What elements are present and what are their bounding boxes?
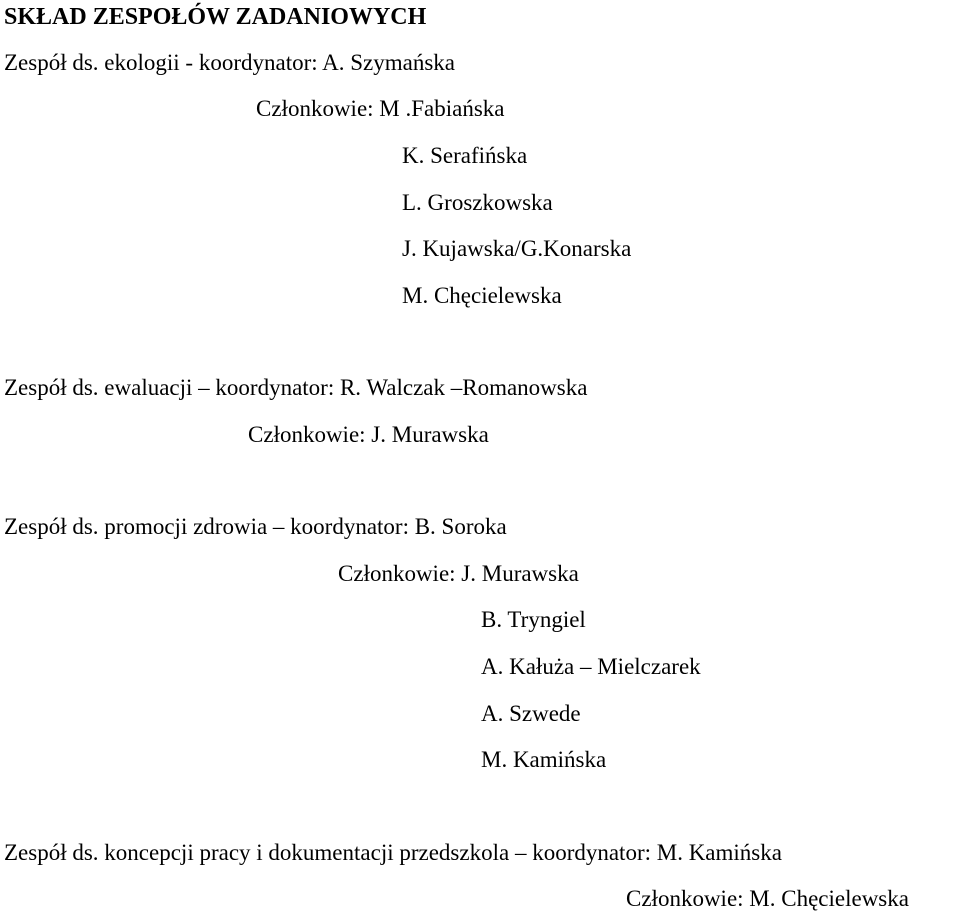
team-promocji-member: A. Kałuża – Mielczarek — [481, 654, 701, 679]
team-ekologii-members-label: Członkowie: M .Fabiańska — [256, 96, 505, 121]
team-ekologii-member: K. Serafińska — [402, 143, 528, 168]
team-promocji-header: Zespół ds. promocji zdrowia – koordynator: B. Soroka — [4, 514, 507, 539]
team-promocji-member: B. Tryngiel — [481, 607, 586, 632]
team-koncepcji-header: Zespół ds. koncepcji pracy i dokumentacji przedszkola – koordynator: M. Kamińska — [4, 840, 782, 865]
team-koncepcji-members-label: Członkowie: M. Chęcielewska — [626, 886, 909, 911]
team-ekologii-member: M. Chęcielewska — [402, 283, 562, 308]
team-promocji-member: M. Kamińska — [481, 747, 607, 772]
team-ekologii-header: Zespół ds. ekologii - koordynator: A. Szymańska — [4, 50, 455, 75]
team-promocji-members-label: Członkowie: J. Murawska — [338, 561, 579, 586]
team-ewaluacji-members-label: Członkowie: J. Murawska — [248, 422, 489, 447]
document-title: SKŁAD ZESPOŁÓW ZADANIOWYCH — [4, 4, 427, 30]
team-ekologii-member: L. Groszkowska — [402, 190, 553, 215]
team-ewaluacji-header: Zespół ds. ewaluacji – koordynator: R. Walczak –Romanowska — [4, 375, 588, 400]
team-ekologii-member: J. Kujawska/G.Konarska — [402, 236, 632, 261]
team-promocji-member: A. Szwede — [481, 701, 581, 726]
